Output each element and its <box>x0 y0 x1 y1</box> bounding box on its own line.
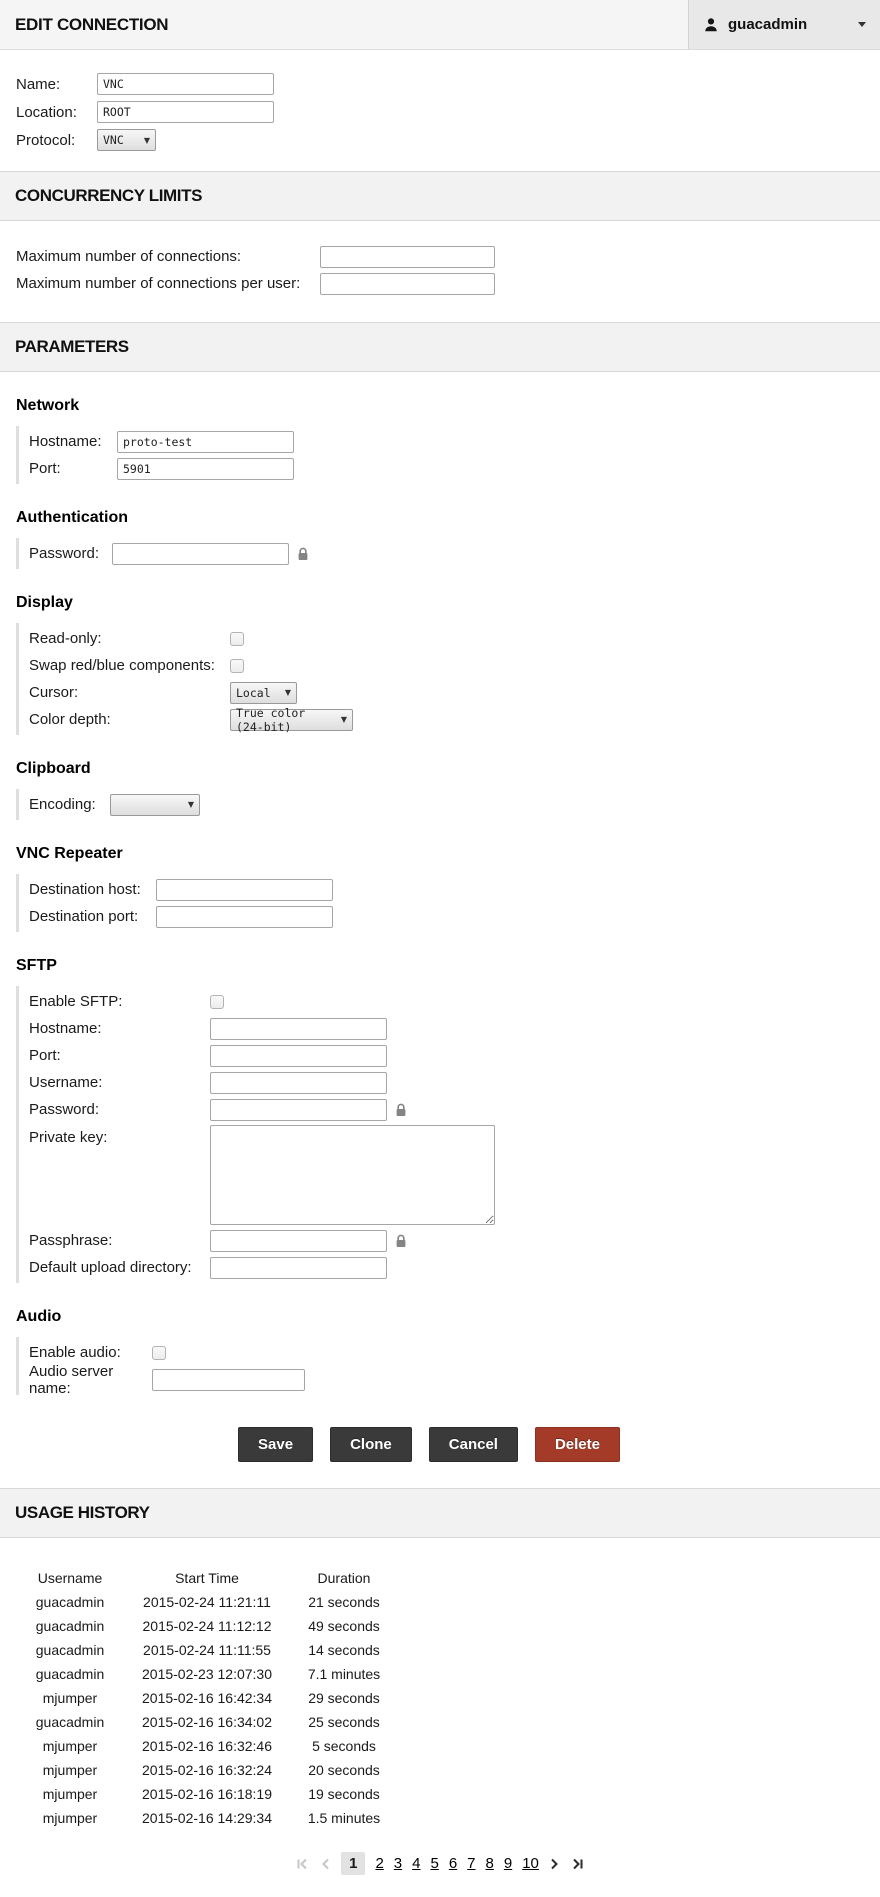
sftp-hostname-label: Hostname: <box>29 1020 102 1037</box>
dest-host-input[interactable] <box>156 879 333 901</box>
page-8-link[interactable]: 8 <box>485 1855 494 1872</box>
cell-start-time: 2015-02-24 11:12:12 <box>142 1618 272 1634</box>
table-row <box>0 1662 414 1686</box>
sftp-password-row <box>29 1096 880 1123</box>
upload-dir-input[interactable] <box>210 1257 387 1279</box>
cursor-row <box>29 679 880 706</box>
page-6-link[interactable]: 6 <box>448 1855 458 1872</box>
protocol-select-value: VNC <box>103 133 124 147</box>
table-row <box>0 1590 414 1614</box>
last-page-icon[interactable] <box>570 1857 585 1871</box>
page-2-link[interactable]: 2 <box>375 1855 384 1872</box>
color-depth-row <box>29 706 880 733</box>
dest-host-label: Destination host: <box>29 881 141 898</box>
table-row <box>0 1758 414 1782</box>
lock-icon <box>395 1103 407 1117</box>
page-1-current[interactable]: 1 <box>341 1852 365 1875</box>
table-row <box>0 1710 414 1734</box>
audio-server-label: Audio server name: <box>29 1362 114 1397</box>
audio-server-input[interactable] <box>152 1369 305 1391</box>
sftp-password-input[interactable] <box>210 1099 387 1121</box>
vnc-repeater-group <box>16 874 880 932</box>
sftp-username-label: Username: <box>29 1074 103 1091</box>
cell-duration: 29 seconds <box>308 1690 380 1706</box>
cell-start-time: 2015-02-23 12:07:30 <box>142 1666 272 1682</box>
encoding-label: Encoding: <box>29 796 96 813</box>
person-icon <box>703 17 719 33</box>
swap-components-label: Swap red/blue components: <box>29 657 215 674</box>
cell-start-time: 2015-02-16 16:32:24 <box>142 1762 272 1778</box>
cell-username: mjumper <box>42 1690 98 1706</box>
page-3-link[interactable]: 3 <box>393 1855 403 1872</box>
private-key-textarea[interactable] <box>210 1125 495 1225</box>
cell-start-time: 2015-02-16 16:32:46 <box>142 1738 272 1754</box>
protocol-row <box>16 126 880 154</box>
lock-icon <box>297 547 309 561</box>
cancel-button[interactable]: Cancel <box>429 1427 518 1462</box>
concurrency-form <box>0 221 880 322</box>
enable-audio-label: Enable audio: <box>29 1344 121 1361</box>
app-header <box>0 0 880 50</box>
cell-duration: 21 seconds <box>308 1594 380 1610</box>
next-page-icon[interactable] <box>549 1857 560 1871</box>
cell-username: guacadmin <box>35 1594 105 1610</box>
clipboard-group-title: Clipboard <box>16 760 91 777</box>
network-group-title: Network <box>16 397 80 414</box>
delete-button[interactable]: Delete <box>535 1427 620 1462</box>
user-menu-label: guacadmin <box>728 16 808 33</box>
cell-username: guacadmin <box>35 1714 105 1730</box>
cell-username: guacadmin <box>35 1666 105 1682</box>
table-row <box>0 1638 414 1662</box>
max-connections-per-user-input[interactable] <box>320 273 495 295</box>
cell-duration: 49 seconds <box>308 1618 380 1634</box>
select-arrow-icon: ▼ <box>340 715 347 724</box>
read-only-checkbox[interactable] <box>230 632 244 646</box>
cell-start-time: 2015-02-24 11:11:55 <box>143 1642 271 1658</box>
dest-port-row <box>29 903 880 930</box>
audio-server-row <box>29 1362 880 1397</box>
private-key-label: Private key: <box>29 1129 108 1146</box>
passphrase-label: Passphrase: <box>29 1232 113 1249</box>
cell-username: mjumper <box>42 1810 98 1826</box>
cell-duration: 25 seconds <box>308 1714 380 1730</box>
save-button[interactable]: Save <box>238 1427 313 1462</box>
sftp-port-input[interactable] <box>210 1045 387 1067</box>
table-row <box>0 1614 414 1638</box>
table-header-row <box>0 1566 414 1590</box>
passphrase-input[interactable] <box>210 1230 387 1252</box>
cursor-label: Cursor: <box>29 684 79 701</box>
read-only-label: Read-only: <box>29 630 102 647</box>
password-input[interactable] <box>112 543 289 565</box>
cell-duration: 1.5 minutes <box>307 1810 381 1826</box>
read-only-row <box>29 625 880 652</box>
page-4-link[interactable]: 4 <box>412 1855 421 1872</box>
cell-duration: 19 seconds <box>308 1786 380 1802</box>
page-5-link[interactable]: 5 <box>430 1855 439 1872</box>
cell-start-time: 2015-02-16 16:34:02 <box>142 1714 272 1730</box>
table-row <box>0 1734 414 1758</box>
sftp-group <box>16 986 880 1283</box>
cell-username: mjumper <box>42 1762 98 1778</box>
enable-sftp-row <box>29 988 880 1015</box>
audio-group <box>16 1337 880 1395</box>
cursor-select[interactable] <box>230 682 297 704</box>
color-depth-select-value: True color (24-bit) <box>236 705 306 734</box>
select-arrow-icon: ▼ <box>143 135 150 145</box>
page-title: EDIT CONNECTION <box>15 14 169 34</box>
max-connections-row <box>16 243 880 270</box>
sftp-hostname-row <box>29 1015 880 1042</box>
enable-sftp-label: Enable SFTP: <box>29 993 123 1010</box>
clone-button[interactable]: Clone <box>330 1427 412 1462</box>
dest-port-input[interactable] <box>156 906 333 928</box>
network-group <box>16 426 880 484</box>
authentication-group-title: Authentication <box>16 509 128 526</box>
col-header-start-time: Start Time <box>175 1570 239 1586</box>
enable-sftp-checkbox[interactable] <box>210 995 224 1009</box>
select-arrow-icon: ▼ <box>284 688 291 697</box>
password-row <box>29 540 880 567</box>
cell-start-time: 2015-02-16 14:29:34 <box>142 1810 272 1826</box>
location-input[interactable] <box>97 101 274 123</box>
cell-username: guacadmin <box>35 1618 105 1634</box>
enable-audio-checkbox[interactable] <box>152 1346 166 1360</box>
protocol-label: Protocol: <box>16 131 76 149</box>
concurrency-section-header: CONCURRENCY LIMITS <box>0 171 880 221</box>
clipboard-group <box>16 789 880 820</box>
cell-duration: 7.1 minutes <box>307 1666 381 1682</box>
lock-icon <box>395 1234 407 1248</box>
hostname-label: Hostname: <box>29 433 102 450</box>
action-buttons <box>0 1427 620 1462</box>
cell-start-time: 2015-02-24 11:21:11 <box>143 1594 271 1610</box>
max-connections-label: Maximum number of connections: <box>16 248 242 265</box>
color-depth-select[interactable] <box>230 705 353 734</box>
page-10-link[interactable]: 10 <box>522 1855 539 1872</box>
max-connections-input[interactable] <box>320 246 495 268</box>
cell-username: mjumper <box>42 1738 98 1754</box>
port-label: Port: <box>29 460 61 477</box>
location-label: Location: <box>16 103 77 121</box>
table-row <box>0 1806 414 1830</box>
parameters-section-header: PARAMETERS <box>0 322 880 372</box>
page-7-link[interactable]: 7 <box>467 1855 476 1872</box>
sftp-group-title: SFTP <box>16 957 57 974</box>
cell-start-time: 2015-02-16 16:18:19 <box>142 1786 272 1802</box>
usage-history-table <box>0 1566 414 1830</box>
cell-start-time: 2015-02-16 16:42:34 <box>142 1690 272 1706</box>
pagination <box>0 1852 880 1875</box>
cell-duration: 5 seconds <box>312 1738 376 1754</box>
table-row <box>0 1782 414 1806</box>
max-connections-per-user-row <box>16 270 880 297</box>
dest-host-row <box>29 876 880 903</box>
encoding-row <box>29 791 880 818</box>
select-arrow-icon: ▼ <box>187 800 194 809</box>
sftp-username-input[interactable] <box>210 1072 387 1094</box>
general-form <box>0 50 880 171</box>
authentication-group <box>16 538 880 569</box>
name-input[interactable] <box>97 73 274 95</box>
first-page-icon[interactable] <box>295 1857 310 1871</box>
sftp-password-label: Password: <box>29 1101 100 1118</box>
hostname-input[interactable] <box>117 431 294 453</box>
location-row <box>16 98 880 126</box>
sftp-port-label: Port: <box>29 1047 61 1064</box>
sftp-port-row <box>29 1042 880 1069</box>
upload-dir-label: Default upload directory: <box>29 1259 192 1276</box>
max-connections-per-user-label: Maximum number of connections per user: <box>16 275 301 292</box>
col-header-duration: Duration <box>317 1570 371 1586</box>
hostname-row <box>29 428 880 455</box>
display-group <box>16 623 880 735</box>
password-label: Password: <box>29 545 100 562</box>
vnc-repeater-group-title: VNC Repeater <box>16 845 123 862</box>
port-row <box>29 455 880 482</box>
cell-duration: 20 seconds <box>308 1762 380 1778</box>
encoding-select[interactable] <box>110 794 200 816</box>
sftp-hostname-input[interactable] <box>210 1018 387 1040</box>
upload-dir-row <box>29 1254 880 1281</box>
col-header-username: Username <box>37 1570 103 1586</box>
enable-audio-row <box>29 1339 880 1366</box>
protocol-select[interactable] <box>97 129 156 151</box>
page-9-link[interactable]: 9 <box>503 1855 513 1872</box>
chevron-down-icon <box>858 22 866 27</box>
swap-components-row <box>29 652 880 679</box>
cell-username: guacadmin <box>35 1642 105 1658</box>
passphrase-row <box>29 1227 880 1254</box>
name-label: Name: <box>16 75 61 93</box>
name-row <box>16 70 880 98</box>
cell-duration: 14 seconds <box>308 1642 380 1658</box>
display-group-title: Display <box>16 594 73 611</box>
cell-username: mjumper <box>42 1786 98 1802</box>
usage-history-section-header: USAGE HISTORY <box>0 1488 880 1538</box>
color-depth-label: Color depth: <box>29 711 111 728</box>
table-row <box>0 1686 414 1710</box>
port-input[interactable] <box>117 458 294 480</box>
user-menu[interactable] <box>688 0 880 49</box>
swap-components-checkbox[interactable] <box>230 659 244 673</box>
previous-page-icon[interactable] <box>320 1857 331 1871</box>
sftp-username-row <box>29 1069 880 1096</box>
audio-group-title: Audio <box>16 1308 62 1325</box>
private-key-row <box>29 1123 880 1227</box>
cursor-select-value: Local <box>236 685 271 700</box>
dest-port-label: Destination port: <box>29 908 139 925</box>
